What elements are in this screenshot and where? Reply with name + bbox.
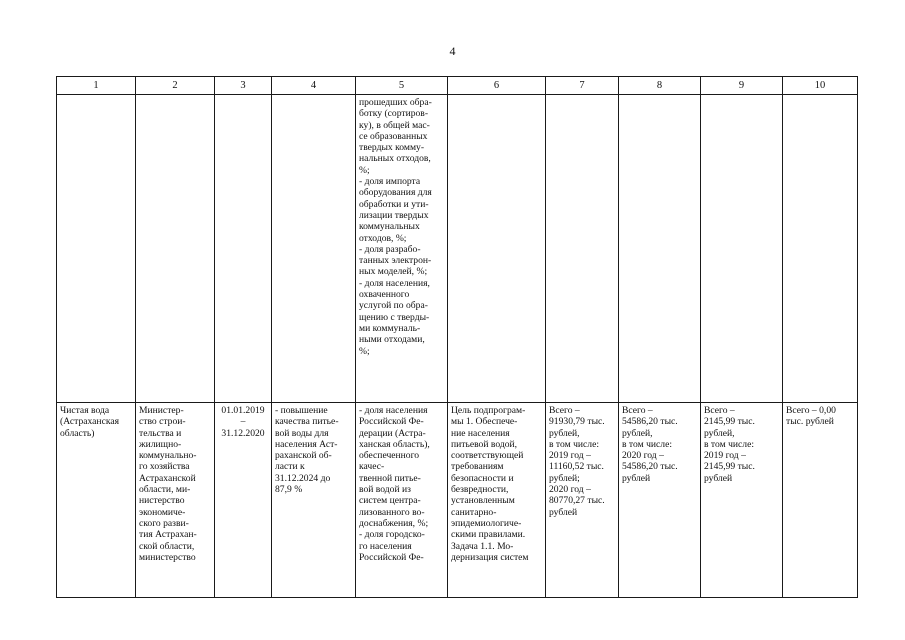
cell-text: - доля населения Российской Фе- дерации (Астра- ханская область), обеспеченного качес- твенной питье- вой водой из систем центра- лизованного во- доснабжения, %; - доля городско- го населения Российской Фе- xyxy=(359,405,430,563)
cell-text: прошедших обра- ботку (сортиров- ку), в общей мас- се образованных твердых комму- нальных отходов, %; - доля импорта оборудования для обработки и ути- лизации твердых коммунальных отходов, %; - доля разрабо- танных электрон- ных моделей, %; - доля населения, охваченного услугой по обра- щению с тверды- ми коммуналь- ными отходами, %; xyxy=(359,97,432,357)
header-col-8: 8 xyxy=(619,77,701,95)
cell-funding-total xyxy=(546,403,619,598)
page-number: 4 xyxy=(449,44,456,58)
cell-text: - повышение качества питье- вой воды для населения Аст- раханской об- ласти к 31.12.2024 до 87,9 % xyxy=(275,405,339,496)
header-col-5: 5 xyxy=(356,77,448,95)
header-col-10: 10 xyxy=(783,77,858,95)
cell-goal xyxy=(272,403,356,598)
header-col-4: 4 xyxy=(272,77,356,95)
cell-funding-other xyxy=(783,403,858,598)
cell-text: Министер- ство строи- тельства и жилищно- коммунально- го хозяйства Астраханской области, ми- нистерство экономиче- ского разви- тия Астрахан- ской области, министерство xyxy=(139,405,197,563)
cell-empty xyxy=(57,95,136,403)
cell-indicators-continued xyxy=(356,95,448,403)
header-col-9: 9 xyxy=(701,77,783,95)
header-col-2: 2 xyxy=(136,77,215,95)
cell-text: 01.01.2019 – 31.12.2020 xyxy=(221,405,265,439)
header-col-6: 6 xyxy=(448,77,546,95)
header-row xyxy=(57,77,858,95)
cell-indicators xyxy=(356,403,448,598)
table-row-continuation xyxy=(57,95,858,403)
cell-text: Чистая вода (Астраханская область) xyxy=(60,405,120,439)
cell-project-name xyxy=(57,403,136,598)
header-col-7: 7 xyxy=(546,77,619,95)
cell-funding-federal xyxy=(619,403,701,598)
cell-empty xyxy=(136,95,215,403)
cell-funding-regional xyxy=(701,403,783,598)
program-table xyxy=(56,76,858,598)
cell-empty xyxy=(619,95,701,403)
table-row-clean-water xyxy=(57,403,858,598)
cell-empty xyxy=(448,95,546,403)
cell-program-goal xyxy=(448,403,546,598)
cell-text: Всего – 91930,79 тыс. рублей, в том числе: 2019 год – 11160,52 тыс. рублей; 2020 год – 80770,27 тыс. рублей xyxy=(549,405,605,518)
cell-empty xyxy=(546,95,619,403)
cell-empty xyxy=(215,95,272,403)
cell-text: Всего – 2145,99 тыс. рублей, в том числе: 2019 год – 2145,99 тыс. рублей xyxy=(704,405,755,484)
header-col-3: 3 xyxy=(215,77,272,95)
cell-empty xyxy=(272,95,356,403)
cell-text: Всего – 54586,20 тыс. рублей, в том числе: 2020 год – 54586,20 тыс. рублей xyxy=(622,405,678,484)
cell-period xyxy=(215,403,272,598)
cell-empty xyxy=(701,95,783,403)
cell-empty xyxy=(783,95,858,403)
cell-text: Цель подпрограм- мы 1. Обеспече- ние населения питьевой водой, соответствующей требованиям безопасности и безвредности, установленным санитарно- эпидемиологиче- скими правилами. Задача 1.1. Мо- дернизация систем xyxy=(451,405,529,563)
cell-responsible xyxy=(136,403,215,598)
header-col-1: 1 xyxy=(57,77,136,95)
cell-text: Всего – 0,00 тыс. рублей xyxy=(786,405,836,428)
